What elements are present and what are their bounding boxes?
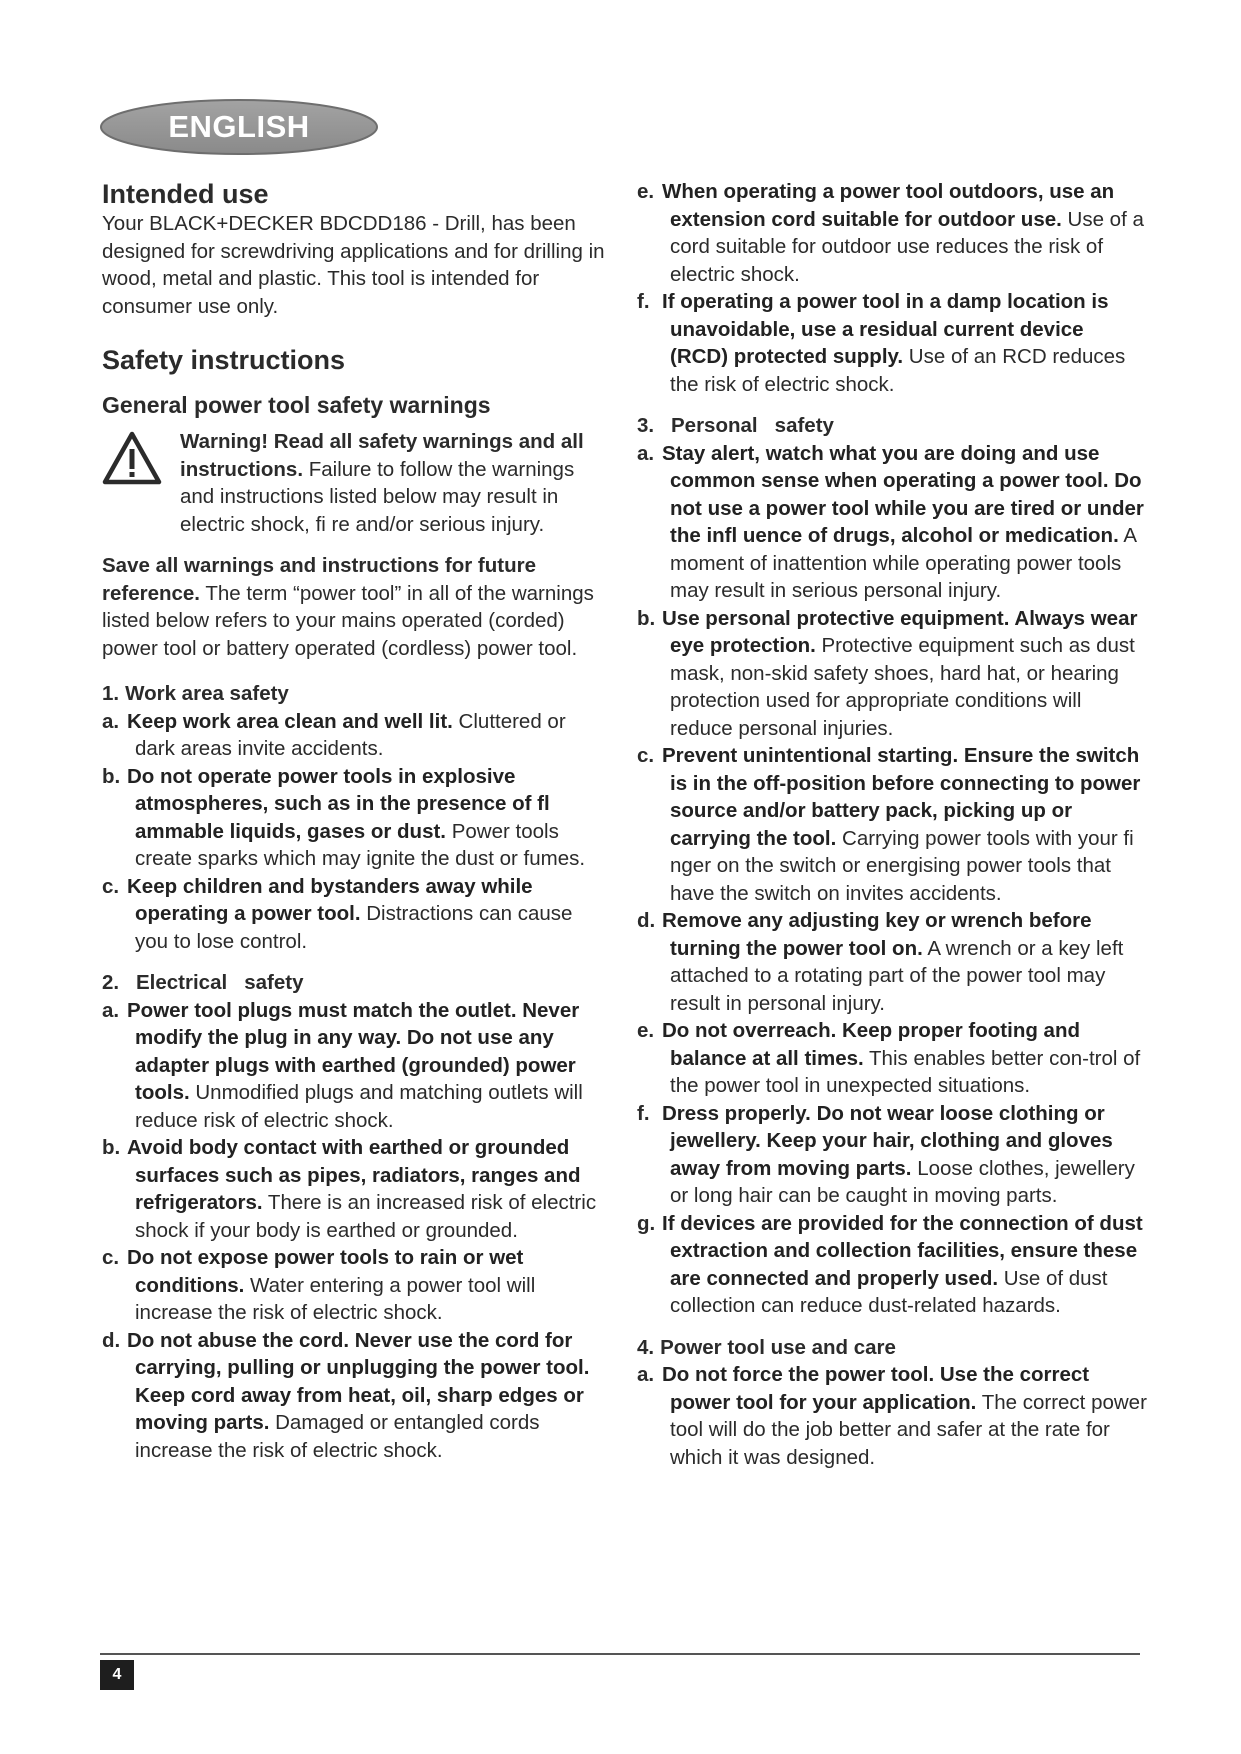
rule-personal-e: e. Do not overreach. Keep proper footing and balance at all times. This enables better con-trol of the power tool in unexpected situations. [637,1019,1141,1097]
rule-personal-f: f. Dress properly. Do not wear loose clothing or jewellery. Keep your hair, clothing and gloves away from moving parts. Loose clothes, jewellery or long hair can be caught in moving parts. [637,1101,1135,1207]
warning-text [180,428,607,538]
language-label: ENGLISH [168,109,310,144]
rule-electrical-c: c. Do not expose power tools to rain or wet conditions. Water entering a power tool will increase the risk of electric shock. [102,1246,536,1324]
rule-work-c: c. Keep children and bystanders away while operating a power tool. Distractions can cause you to lose control. [102,874,573,953]
rule-personal-a: a. Stay alert, watch what you are doing and use common sense when operating a power tool. Do not use a power tool while you are tired or under the infl uence of drugs, alcohol or medication. A moment of inattention while operating power tools may result in serious personal injury. [637,441,1144,602]
save-instructions-text [102,552,607,662]
rule-work-a: a. Keep work area clean and well lit. Cluttered or dark areas invite accidents. [102,709,566,760]
rule-tool-use-a: a. Do not force the power tool. Use the correct power tool for your application. The correct power tool will do the job better and safer at the rate for which it was designed. [637,1363,1147,1469]
intended-use-text: Your BLACK+DECKER BDCDD186 - Drill, has been designed for screwdriving applications and for drilling in wood, metal and plastic. This tool is intended for consumer use only. [102,212,605,318]
intended-use-heading: Intended use [102,179,269,209]
rule-electrical-d: d. Do not abuse the cord. Never use the cord for carrying, pulling or unplugging the power tool. Keep cord away from heat, oil, sharp edges or moving parts. Damaged or entangled cords increase the risk of electric shock. [102,1328,590,1462]
rule-electrical-a: a. Power tool plugs must match the outlet. Never modify the plug in any way. Do not use any adapter plugs with earthed (grounded) power tools. Unmodified plugs and matching outlets will reduce risk of electric shock. [102,998,583,1132]
rule-electrical-b: b. Avoid body contact with earthed or grounded surfaces such as pipes, radiators, ranges and refrigerators. There is an increased risk of electric shock if your body is earthed or grounded. [102,1136,597,1242]
safety-instructions-heading: Safety instructions [102,345,346,375]
warning-triangle-icon [102,430,162,486]
warning-detail: Failure to follow the warnings and instructions listed below may result in electric shock, fi re and/or serious injury. [180,457,575,536]
warning-block [102,428,607,538]
rule-personal-b: b. Use personal protective equipment. Always wear eye protection. Protective equipment such as dust mask, non-skid safety shoes, hard hat, or hearing protection used for appropriate conditions will reduce personal injuries. [637,606,1138,740]
rule-electrical-f: f. If operating a power tool in a damp location is unavoidable, use a residual current device (RCD) protected supply. Use of an RCD reduces the risk of electric shock. [637,290,1126,396]
section-personal-title: 3. Personal safety [637,414,834,437]
section-tool-use-title: 4. Power tool use and care [637,1335,896,1359]
rule-electrical-e: e. When operating a power tool outdoors, use an extension cord suitable for outdoor use. Use of a cord suitable for outdoor use reduces the risk of electric shock. [637,180,1144,286]
warning-bold: Warning! Read all safety warnings and all instructions. [180,430,584,481]
language-badge [98,96,380,158]
section-electrical-title: 2. Electrical safety [102,971,304,994]
rule-work-b: b. Do not operate power tools in explosive atmospheres, such as in the presence of fl ammable liquids, gases or dust. Power tools create sparks which may ignite the dust or fumes. [102,764,586,870]
rule-personal-c: c. Prevent unintentional starting. Ensure the switch is in the off-position before connecting to power source and/or battery pack, picking up or carrying the tool. Carrying power tools with your fi nger on the switch or energising power tools that have the switch on invites accidents. [637,744,1141,905]
rule-personal-d: d. Remove any adjusting key or wrench before turning the power tool on. A wrench or a key left attached to a rotating part of the power tool may result in personal injury. [637,909,1124,1015]
rule-personal-g: g. If devices are provided for the connection of dust extraction and collection facilities, ensure these are connected and properly used. Use of dust collection can reduce dust-related hazards. [637,1211,1143,1317]
general-warnings-heading: General power tool safety warnings [102,392,491,418]
save-detail: The term “power tool” in all of the warnings listed below refers to your mains operated (corded) power tool or battery operated (cordless) power tool. [102,581,594,660]
section-work-area-title: 1. Work area safety [102,682,289,705]
save-bold: Save all warnings and instructions for future reference. [102,554,536,605]
page-number: 4 [100,1660,134,1690]
right-column [637,178,1147,1471]
footer-divider [100,1653,1140,1655]
left-column [102,178,607,1464]
